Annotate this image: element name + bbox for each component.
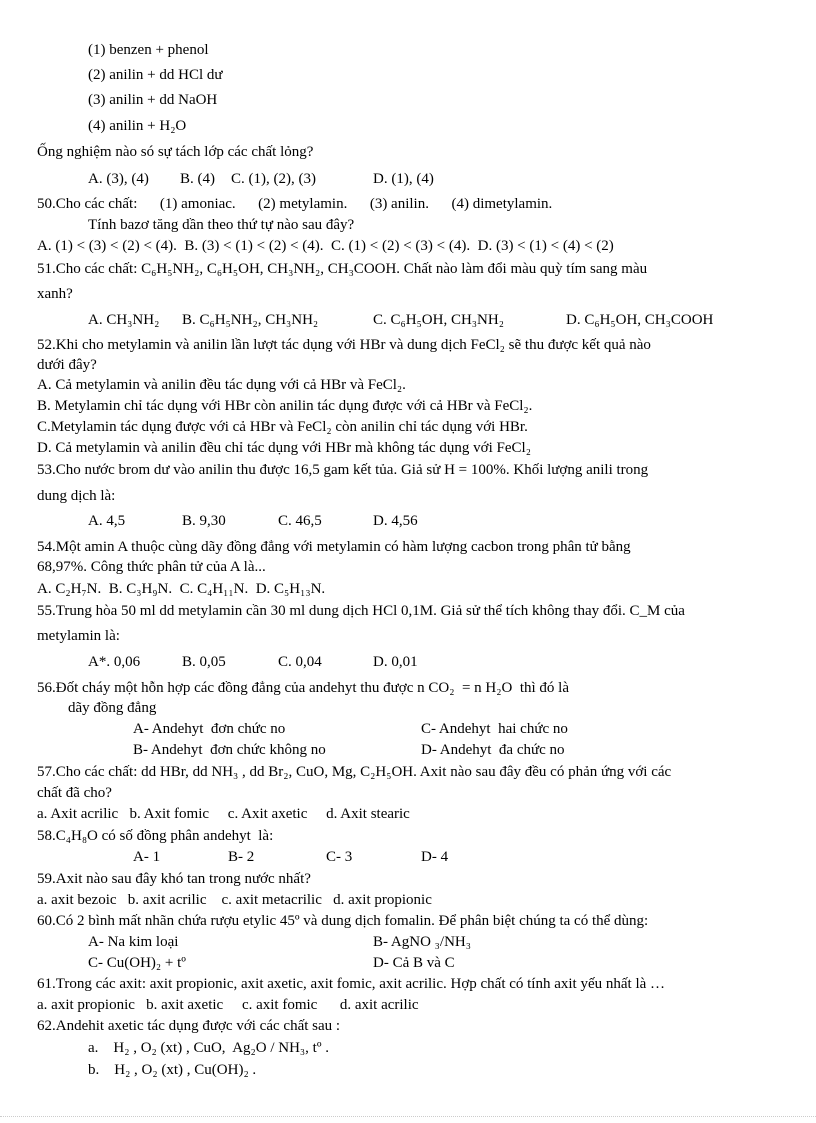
- q60-option-d: D- Cả B và C: [373, 955, 455, 971]
- q62-option-a: a. H₂ , O₂ (xt) , CuO, Ag₂O / NH₃, tº .: [88, 1040, 329, 1056]
- question-59: 59.Axit nào sau đây khó tan trong nước nhất?: [37, 871, 311, 887]
- q56-option-b: B- Andehyt đơn chức không no: [133, 742, 326, 758]
- question-51: 51.Cho các chất: C₆H₅NH₂, C₆H₅OH, CH₃NH₂, CH₃COOH. Chất nào làm đổi màu quỳ tím sang màu: [37, 261, 648, 277]
- q51-option-a: A. CH₃NH₂: [88, 312, 160, 328]
- q52-option-b: B. Metylamin chỉ tác dụng với HBr còn anilin tác dụng được với cả HBr và FeCl₂.: [37, 398, 533, 414]
- question-55-cont: metylamin là:: [37, 628, 120, 644]
- q60-option-c: C- Cu(OH)₂ + tº: [88, 955, 186, 971]
- mixture-2: (2) anilin + dd HCl dư: [88, 67, 223, 83]
- question-54: 54.Một amin A thuộc cùng dãy đồng đẳng với metylamin có hàm lượng cacbon trong phân tử bằng: [37, 539, 631, 555]
- mixture-4: (4) anilin + H₂O: [88, 118, 187, 134]
- question-56: 56.Đốt cháy một hỗn hợp các đồng đẳng của andehyt thu được n CO₂ = n H₂O thì đó là: [37, 680, 569, 696]
- question-57-cont: chất đã cho?: [37, 785, 112, 801]
- mixture-1: (1) benzen + phenol: [88, 42, 209, 58]
- question-62: 62.Andehit axetic tác dụng được với các chất sau :: [37, 1018, 341, 1034]
- q61-options: a. axit propionic b. axit axetic c. axit fomic d. axit acrilic: [37, 997, 419, 1013]
- question-49: Ống nghiệm nào só sự tách lớp các chất lỏng?: [37, 144, 314, 160]
- q49-option-c: C. (1), (2), (3): [231, 171, 316, 187]
- q51-option-b: B. C₆H₅NH₂, CH₃NH₂: [182, 312, 319, 328]
- page-bottom-divider: [0, 1116, 816, 1117]
- q58-option-d: D- 4: [421, 849, 449, 865]
- q51-option-d: D. C₆H₅OH, CH₃COOH: [566, 312, 714, 328]
- q50-options: A. (1) < (3) < (2) < (4). B. (3) < (1) < (2) < (4). C. (1) < (2) < (3) < (4). D. (3) < (1) < (4) < (2): [37, 238, 614, 254]
- q53-option-b: B. 9,30: [182, 513, 226, 529]
- question-52-cont: dưới đây?: [37, 357, 97, 373]
- q51-option-c: C. C₆H₅OH, CH₃NH₂: [373, 312, 504, 328]
- q58-option-b: B- 2: [228, 849, 255, 865]
- q53-option-d: D. 4,56: [373, 513, 418, 529]
- question-61: 61.Trong các axit: axit propionic, axit axetic, axit fomic, axit acrilic. Hợp chất có tính axit yếu nhất là …: [37, 976, 666, 992]
- question-60: 60.Có 2 bình mất nhãn chứa rượu etylic 45º và dung dịch fomalin. Để phân biệt chúng ta có thể dùng:: [37, 913, 649, 929]
- question-53: 53.Cho nước brom dư vào anilin thu được 16,5 gam kết tủa. Giả sử H = 100%. Khối lượng anili trong: [37, 462, 649, 478]
- question-50-cont: Tính bazơ tăng dần theo thứ tự nào sau đây?: [88, 217, 355, 233]
- question-55: 55.Trung hòa 50 ml dd metylamin cần 30 ml dung dịch HCl 0,1M. Giả sử thể tích không thay đổi. C_M của: [37, 603, 685, 619]
- q62-option-b: b. H₂ , O₂ (xt) , Cu(OH)₂ .: [88, 1062, 257, 1078]
- question-50: 50.Cho các chất: (1) amoniac. (2) metylamin. (3) anilin. (4) dimetylamin.: [37, 196, 553, 212]
- q55-option-c: C. 0,04: [278, 654, 322, 670]
- q49-option-d: D. (1), (4): [373, 171, 434, 187]
- q52-option-c: C.Metylamin tác dụng được với cả HBr và FeCl₂ còn anilin chỉ tác dụng với HBr.: [37, 419, 528, 435]
- mixture-3: (3) anilin + dd NaOH: [88, 92, 218, 108]
- question-52: 52.Khi cho metylamin và anilin lần lượt tác dụng với HBr và dung dịch FeCl₂ sẽ thu được kết quả nào: [37, 337, 651, 353]
- q55-option-b: B. 0,05: [182, 654, 226, 670]
- question-53-cont: dung dịch là:: [37, 488, 116, 504]
- q52-option-a: A. Cả metylamin và anilin đều tác dụng với cả HBr và FeCl₂.: [37, 377, 406, 393]
- question-54-cont: 68,97%. Công thức phân tử của A là...: [37, 559, 266, 575]
- q56-option-a: A- Andehyt đơn chức no: [133, 721, 286, 737]
- q60-option-b: B- AgNO ₃/NH₃: [373, 934, 471, 950]
- q52-option-d: D. Cả metylamin và anilin đều chỉ tác dụng với HBr mà không tác dụng với FeCl₂: [37, 440, 531, 456]
- question-58: 58.C₄H₈O có số đồng phân andehyt là:: [37, 828, 274, 844]
- question-56-cont: dãy đồng đẳng: [68, 700, 157, 716]
- q49-option-a: A. (3), (4): [88, 171, 149, 187]
- q56-option-d: D- Andehyt đa chức no: [421, 742, 565, 758]
- question-57: 57.Cho các chất: dd HBr, dd NH₃ , dd Br₂, CuO, Mg, C₂H₅OH. Axit nào sau đây đều có phản ứng với các: [37, 764, 672, 780]
- q55-option-d: D. 0,01: [373, 654, 418, 670]
- q57-options: a. Axit acrilic b. Axit fomic c. Axit axetic d. Axit stearic: [37, 806, 410, 822]
- q58-option-c: C- 3: [326, 849, 353, 865]
- q56-option-c: C- Andehyt hai chức no: [421, 721, 568, 737]
- q59-options: a. axit bezoic b. axit acrilic c. axit metacrilic d. axit propionic: [37, 892, 432, 908]
- question-51-cont: xanh?: [37, 286, 73, 302]
- q58-option-a: A- 1: [133, 849, 161, 865]
- q55-option-a: A*. 0,06: [88, 654, 141, 670]
- q54-options: A. C₂H₇N. B. C₃H₉N. C. C₄H₁₁N. D. C₅H₁₃N.: [37, 581, 326, 597]
- q49-option-b: B. (4): [180, 171, 215, 187]
- q53-option-a: A. 4,5: [88, 513, 126, 529]
- q53-option-c: C. 46,5: [278, 513, 322, 529]
- q60-option-a: A- Na kim loại: [88, 934, 179, 950]
